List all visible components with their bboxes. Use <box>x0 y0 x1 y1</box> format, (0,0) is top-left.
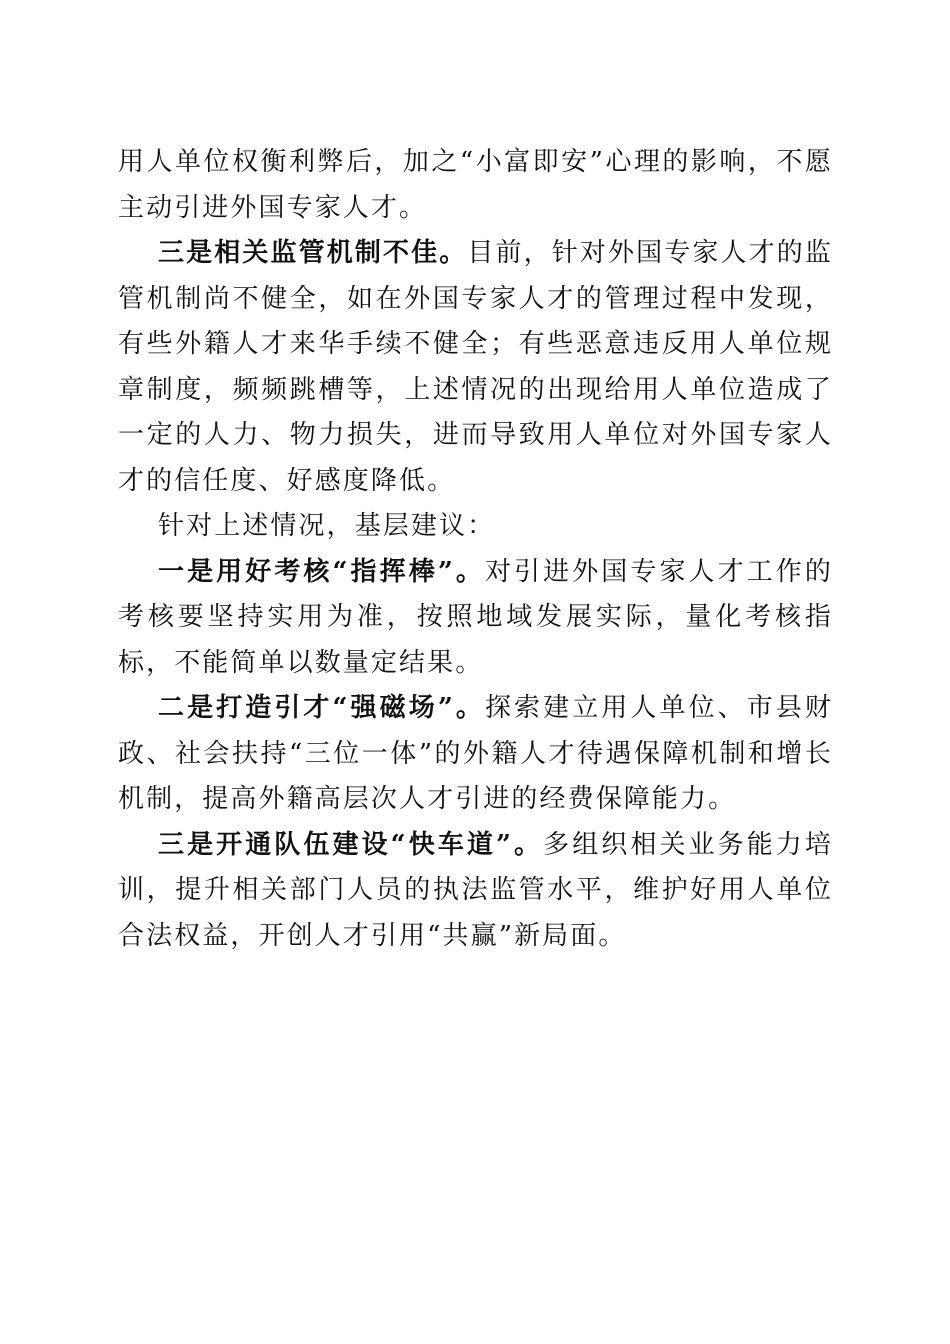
paragraph-suggestion-3 <box>118 823 833 960</box>
paragraph-suggestions-intro <box>118 504 833 550</box>
paragraph-lead: 三是开通队伍建设“快车道”。 <box>158 829 544 860</box>
document-body <box>118 140 833 959</box>
paragraph-lead: 一是用好考核“指挥棒”。 <box>158 556 485 587</box>
paragraph-text: 探索建立用人单位、市县财政、社会扶持“三位一体”的外籍人才待遇保障机制和增长机制，提高外籍高层次人才引进的经费保障能力。 <box>118 693 833 814</box>
paragraph-text: 针对上述情况，基层建议： <box>158 511 496 541</box>
paragraph-lead: 三是相关监管机制不佳。 <box>158 238 468 268</box>
paragraph-text: 目前，针对外国专家人才的监管机制尚不健全，如在外国专家人才的管理过程中发现，有些外籍人才来华手续不健全；有些恶意违反用人单位规章制度，频频跳槽等，上述情况的出现给用人单位造成了一定的人力、物力损失，进而导致用人单位对外国专家人才的信任度、好感度降低。 <box>118 238 833 496</box>
paragraph-text: 对引进外国专家人才工作的考核要坚持实用为准，按照地域发展实际，量化考核指标，不能简单以数量定结果。 <box>118 556 833 678</box>
paragraph-supervision <box>118 231 833 504</box>
paragraph-continuation <box>118 140 833 231</box>
paragraph-text: 用人单位权衡利弊后，加之“小富即安”心理的影响，不愿主动引进外国专家人才。 <box>118 147 833 223</box>
paragraph-text: 多组织相关业务能力培训，提升相关部门人员的执法监管水平，维护好用人单位合法权益，开创人才引用“共赢”新局面。 <box>118 829 833 951</box>
paragraph-suggestion-1 <box>118 550 833 687</box>
paragraph-suggestion-2 <box>118 686 833 823</box>
paragraph-lead: 二是打造引才“强磁场”。 <box>158 693 485 723</box>
